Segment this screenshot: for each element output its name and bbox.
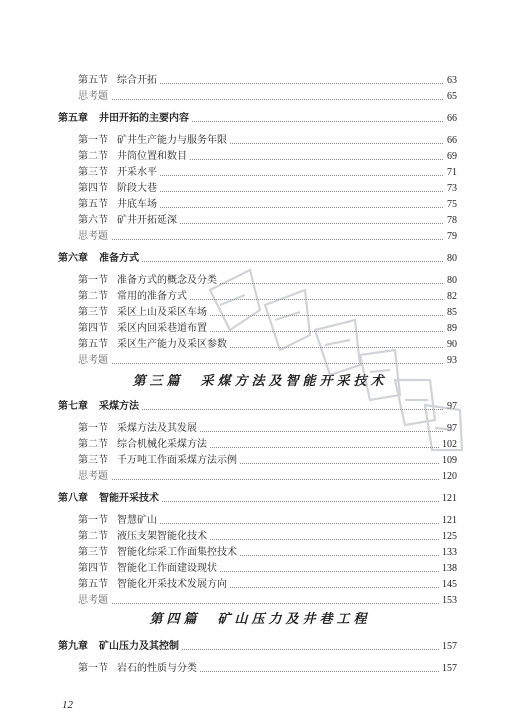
entry-page: 120: [439, 470, 457, 484]
entry-title: 采区上山及采区车场: [117, 307, 207, 318]
entry-label: [78, 530, 210, 544]
entry-number: 第七章: [58, 401, 88, 412]
entry-page: 102: [439, 438, 457, 452]
entry-page: 66: [444, 112, 457, 126]
entry-number: 第一节: [78, 135, 108, 146]
chapter-row: [58, 640, 457, 654]
entry-title: 智慧矿山: [117, 515, 157, 526]
entry-number: 第五节: [78, 199, 108, 210]
section-row: [78, 546, 457, 560]
dot-leader: [78, 603, 457, 604]
section-row: [78, 662, 457, 676]
entry-label: [58, 112, 192, 126]
entry-title: 智能化开采技术发展方向: [117, 579, 227, 590]
entry-label: [78, 546, 240, 560]
entry-number: 第四节: [78, 183, 108, 194]
entry-page: 73: [444, 182, 457, 196]
entry-page: 65: [444, 90, 457, 104]
entry-label: [78, 90, 111, 104]
chapter-row: [58, 492, 457, 506]
entry-title: 采煤方法: [99, 401, 139, 412]
entry-title: 采区内回采巷道布置: [117, 323, 207, 334]
section-row: [78, 198, 457, 212]
entry-label: [78, 662, 200, 676]
entry-title: 井田开拓的主要内容: [99, 113, 189, 124]
entry-number: 第三节: [78, 547, 108, 558]
entry-page: 121: [439, 514, 457, 528]
publisher-watermark: [190, 250, 490, 480]
entry-number: 第二节: [78, 291, 108, 302]
entry-number: 第八章: [58, 493, 88, 504]
dot-leader: [78, 239, 457, 240]
entry-title: 准备方式: [99, 253, 139, 264]
entry-number: 第九章: [58, 641, 88, 652]
part-heading: 第四篇 矿山压力及井巷工程: [149, 612, 371, 627]
entry-title: 准备方式的概念及分类: [117, 275, 217, 286]
section-row: [78, 562, 457, 576]
entry-label: [78, 470, 111, 484]
entry-number: 第二节: [78, 151, 108, 162]
entry-title: 矿井开拓延深: [117, 215, 177, 226]
entry-title: 阶段大巷: [117, 183, 157, 194]
entry-page: 71: [444, 166, 457, 180]
section-row: [78, 514, 457, 528]
section-row: [78, 74, 457, 88]
entry-title: 思考题: [78, 595, 108, 606]
entry-number: 第三节: [78, 167, 108, 178]
exercise-row: [78, 594, 457, 608]
entry-title: 智能化工作面建设现状: [117, 563, 217, 574]
entry-label: [78, 422, 200, 436]
entry-page: 157: [439, 640, 457, 654]
entry-page: 89: [444, 322, 457, 336]
entry-page: 109: [439, 454, 457, 468]
entry-label: [78, 182, 160, 196]
entry-title: 千万吨工作面采煤方法示例: [117, 455, 237, 466]
section-row: [78, 530, 457, 544]
entry-page: 80: [444, 274, 457, 288]
entry-number: 第五节: [78, 75, 108, 86]
entry-label: [78, 354, 111, 368]
entry-number: 第四节: [78, 323, 108, 334]
entry-title: 液压支架智能化技术: [117, 531, 207, 542]
entry-page: 97: [444, 400, 457, 414]
entry-page: 153: [439, 594, 457, 608]
entry-number: 第一节: [78, 663, 108, 674]
entry-page: 93: [444, 354, 457, 368]
exercise-row: [78, 230, 457, 244]
entry-title: 思考题: [78, 471, 108, 482]
entry-number: 第二节: [78, 439, 108, 450]
entry-page: 145: [439, 578, 457, 592]
section-row: [78, 150, 457, 164]
entry-label: [78, 166, 160, 180]
entry-label: [78, 214, 180, 228]
entry-label: [78, 562, 220, 576]
section-row: [78, 182, 457, 196]
entry-label: [78, 578, 230, 592]
entry-title: 思考题: [78, 91, 108, 102]
entry-number: 第五章: [58, 113, 88, 124]
entry-title: 采区生产能力及采区参数: [117, 339, 227, 350]
dot-leader: [78, 99, 457, 100]
entry-number: 第一节: [78, 423, 108, 434]
entry-page: 121: [439, 492, 457, 506]
entry-label: [78, 594, 111, 608]
entry-page: 66: [444, 134, 457, 148]
entry-number: 第四节: [78, 563, 108, 574]
entry-label: [78, 150, 190, 164]
entry-page: 138: [439, 562, 457, 576]
part-heading: 第三篇 采煤方法及智能开采技术: [132, 374, 388, 389]
entry-label: [58, 492, 162, 506]
exercise-row: [78, 90, 457, 104]
entry-title: 思考题: [78, 231, 108, 242]
entry-page: 90: [444, 338, 457, 352]
entry-title: 常用的准备方式: [117, 291, 187, 302]
entry-label: [78, 134, 230, 148]
entry-number: 第一节: [78, 515, 108, 526]
section-row: [78, 166, 457, 180]
entry-title: 矿山压力及其控制: [99, 641, 179, 652]
entry-title: 智能开采技术: [99, 493, 159, 504]
entry-title: 采煤方法及其发展: [117, 423, 197, 434]
entry-label: [58, 640, 182, 654]
entry-page: 97: [444, 422, 457, 436]
entry-number: 第二节: [78, 531, 108, 542]
section-row: [78, 578, 457, 592]
entry-page: 78: [444, 214, 457, 228]
entry-number: 第六章: [58, 253, 88, 264]
entry-label: [78, 514, 160, 528]
entry-number: 第六节: [78, 215, 108, 226]
page-number: 12: [62, 699, 73, 711]
entry-label: [78, 290, 190, 304]
entry-number: 第一节: [78, 275, 108, 286]
entry-label: [78, 230, 111, 244]
entry-page: 63: [444, 74, 457, 88]
entry-label: [58, 400, 142, 414]
entry-number: 第三节: [78, 455, 108, 466]
entry-page: 80: [444, 252, 457, 266]
entry-label: [58, 252, 142, 266]
entry-title: 智能化综采工作面集控技术: [117, 547, 237, 558]
entry-page: 79: [444, 230, 457, 244]
entry-page: 75: [444, 198, 457, 212]
entry-number: 第五节: [78, 579, 108, 590]
entry-title: 开采水平: [117, 167, 157, 178]
entry-page: 69: [444, 150, 457, 164]
entry-number: 第三节: [78, 307, 108, 318]
entry-page: 85: [444, 306, 457, 320]
entry-number: 第五节: [78, 339, 108, 350]
entry-label: [78, 198, 160, 212]
entry-title: 岩石的性质与分类: [117, 663, 197, 674]
entry-title: 井筒位置和数目: [117, 151, 187, 162]
entry-page: 125: [439, 530, 457, 544]
section-row: [78, 214, 457, 228]
section-row: [78, 134, 457, 148]
entry-title: 综合机械化采煤方法: [117, 439, 207, 450]
entry-title: 综合开拓: [117, 75, 157, 86]
chapter-row: [58, 112, 457, 126]
entry-title: 矿井生产能力与服务年限: [117, 135, 227, 146]
entry-label: [78, 74, 160, 88]
entry-page: 82: [444, 290, 457, 304]
entry-title: 思考题: [78, 355, 108, 366]
entry-title: 井底车场: [117, 199, 157, 210]
entry-page: 133: [439, 546, 457, 560]
entry-page: 157: [439, 662, 457, 676]
